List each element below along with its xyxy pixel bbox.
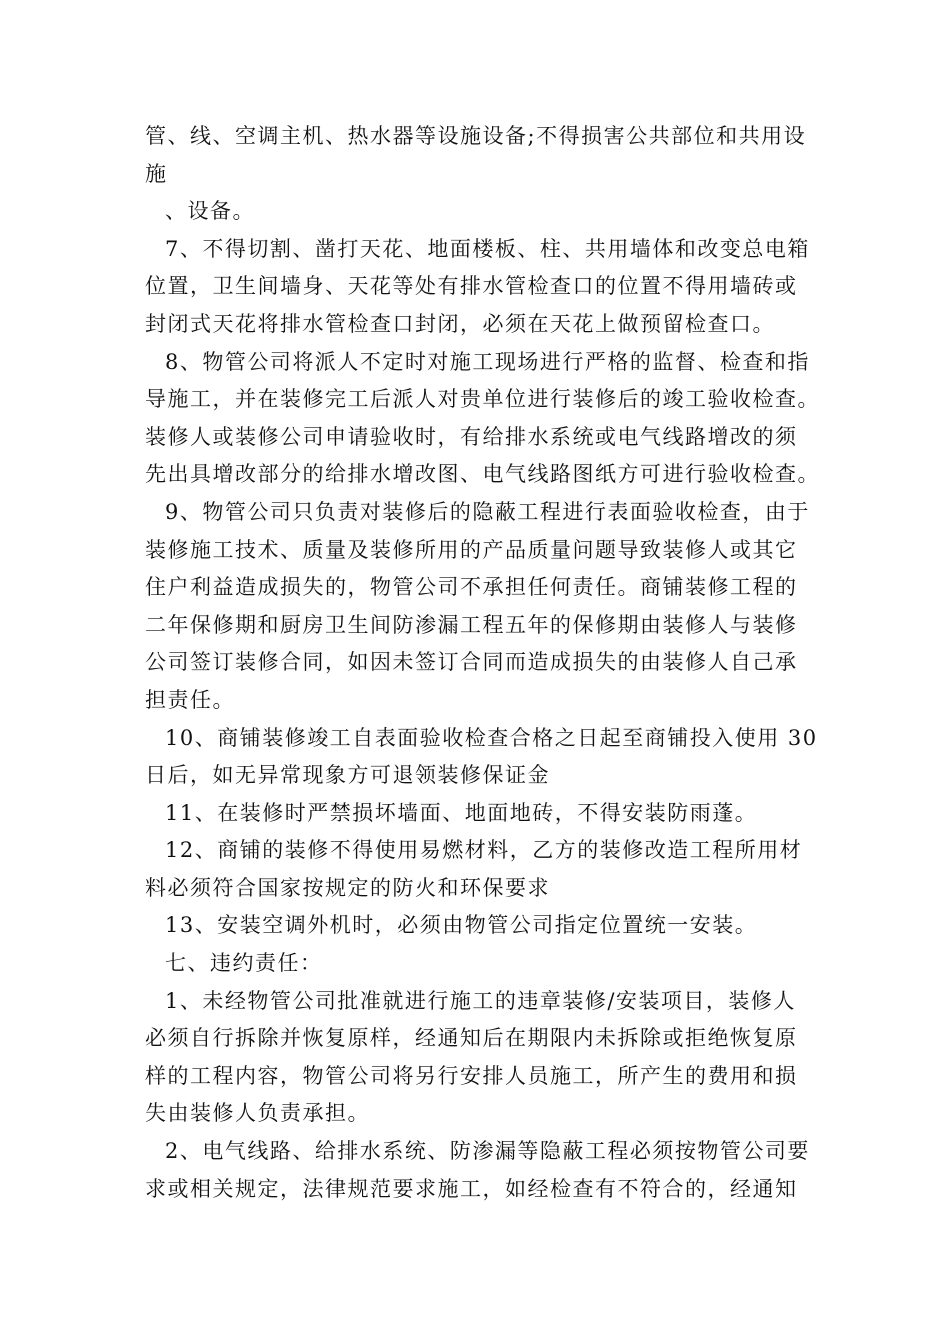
document-line: 担责任。 — [145, 687, 235, 712]
document-line: 先出具增改部分的给排水增改图、电气线路图纸方可进行验收检查。 — [145, 462, 820, 487]
document-line: 公司签订装修合同，如因未签订合同而造成损失的由装修人自己承 — [145, 650, 798, 675]
document-line: 施 — [145, 161, 168, 186]
document-line: 导施工，并在装修完工后派人对贵单位进行装修后的竣工验收检查。 — [145, 387, 820, 412]
document-line: 二年保修期和厨房卫生间防渗漏工程五年的保修期由装修人与装修 — [145, 612, 798, 637]
document-line: 料必须符合国家按规定的防火和环保要求 — [145, 875, 550, 900]
document-line: 13、安装空调外机时，必须由物管公司指定位置统一安装。 — [165, 913, 758, 938]
document-line: 1、未经物管公司批准就进行施工的违章装修/安装项目，装修人 — [165, 988, 796, 1013]
document-line: 管、线、空调主机、热水器等设施设备;不得损害公共部位和共用设 — [145, 124, 807, 148]
document-line: 7、不得切割、凿打天花、地面楼板、柱、共用墙体和改变总电箱 — [165, 236, 810, 261]
document-line: 日后，如无异常现象方可退领装修保证金 — [145, 763, 550, 788]
document-line: 七、违约责任： — [165, 951, 323, 976]
document-line: 位置，卫生间墙身、天花等处有排水管检查口的位置不得用墙砖或 — [145, 274, 798, 299]
document-line: 8、物管公司将派人不定时对施工现场进行严格的监督、检查和指 — [165, 349, 810, 374]
document-line: 2、电气线路、给排水系统、防渗漏等隐蔽工程必须按物管公司要 — [165, 1139, 810, 1164]
document-line: 、设备。 — [165, 199, 255, 224]
document-line: 失由装修人负责承担。 — [145, 1101, 370, 1126]
document-line: 11、在装修时严禁损坏墙面、地面地砖，不得安装防雨蓬。 — [165, 800, 758, 825]
document-line: 住户利益造成损失的，物管公司不承担任何责任。商铺装修工程的 — [145, 575, 798, 600]
document-line: 必须自行拆除并恢复原样，经通知后在期限内未拆除或拒绝恢复原 — [145, 1026, 798, 1051]
document-line: 样的工程内容，物管公司将另行安排人员施工，所产生的费用和损 — [145, 1063, 798, 1088]
document-line: 封闭式天花将排水管检查口封闭，必须在天花上做预留检查口。 — [145, 311, 775, 336]
document-line: 9、物管公司只负责对装修后的隐蔽工程进行表面验收检查，由于 — [165, 499, 810, 524]
document-line: 装修人或装修公司申请验收时，有给排水系统或电气线路增改的须 — [145, 424, 798, 449]
document-line: 装修施工技术、质量及装修所用的产品质量问题导致装修人或其它 — [145, 537, 798, 562]
document-body — [145, 118, 825, 1208]
document-line: 12、商铺的装修不得使用易燃材料，乙方的装修改造工程所用材 — [165, 838, 803, 863]
document-line: 求或相关规定，法律规范要求施工，如经检查有不符合的，经通知 — [145, 1176, 798, 1201]
document-line: 10、商铺装修竣工自表面验收检查合格之日起至商铺投入使用 30 — [165, 725, 818, 750]
